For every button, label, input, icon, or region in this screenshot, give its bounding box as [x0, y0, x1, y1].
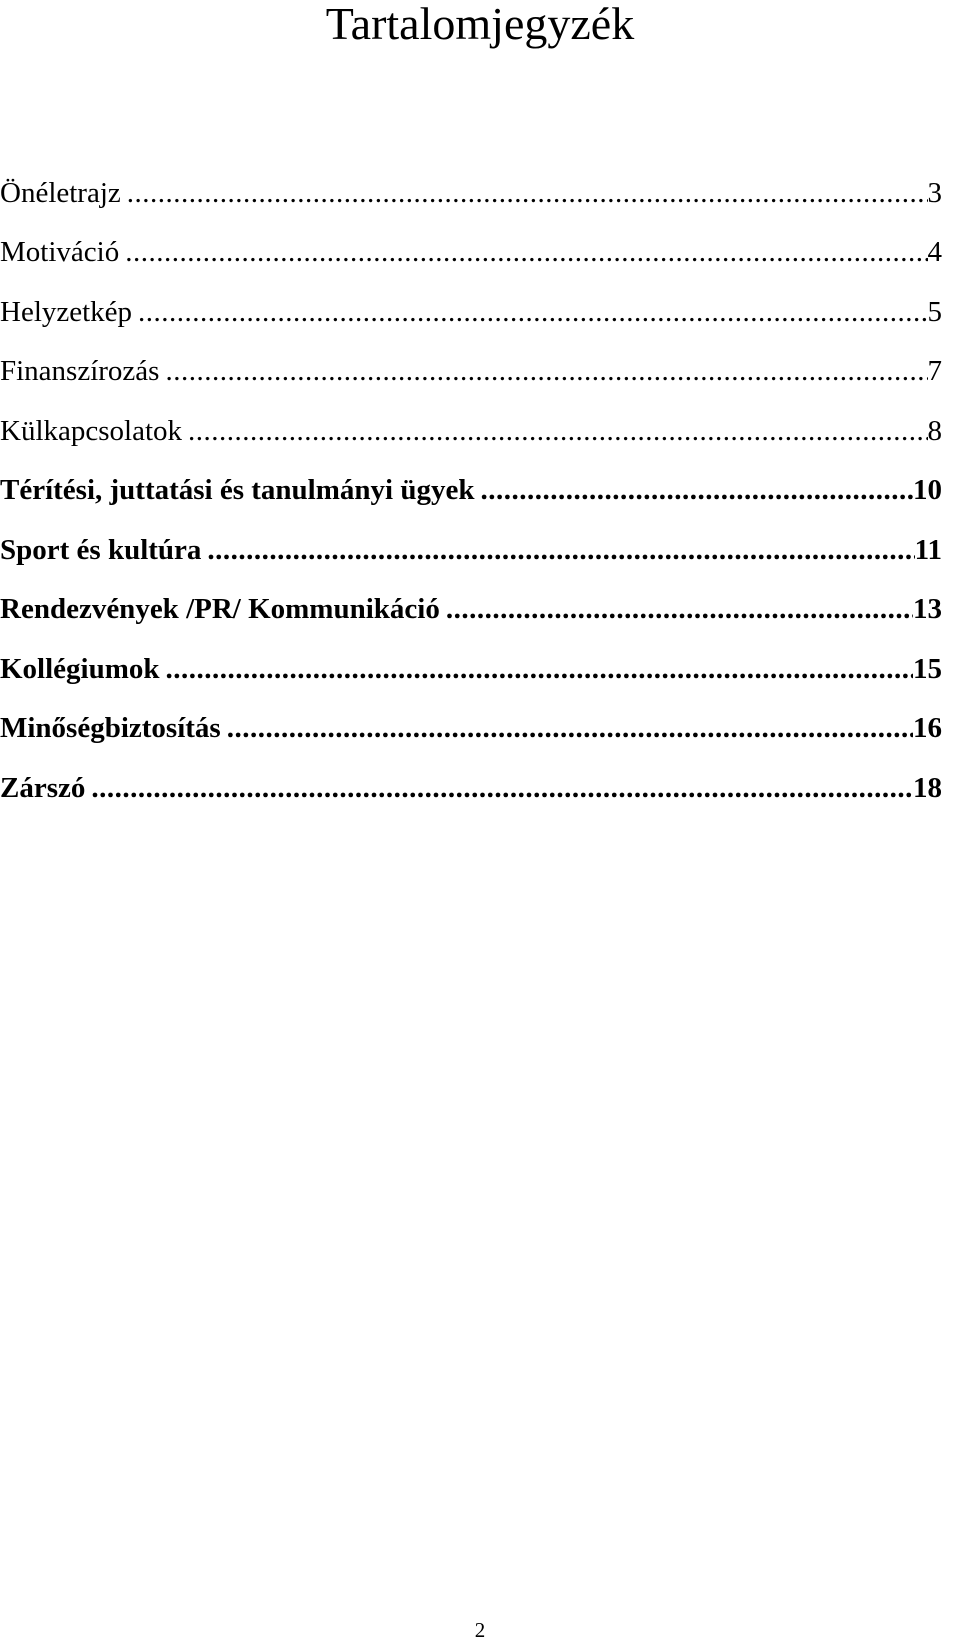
toc-entry-motivacio[interactable]: [0, 212, 942, 272]
toc-entry-page: 4: [928, 233, 943, 271]
toc-entry-title: Zárszó: [0, 769, 91, 807]
toc-entry-zarszo[interactable]: [0, 747, 942, 807]
toc-entry-page: 5: [928, 293, 943, 331]
page-title: Tartalomjegyzék: [325, 0, 635, 49]
toc-entry-page: 15: [913, 650, 942, 688]
toc-leader-dots: [91, 769, 913, 807]
table-of-contents: [0, 152, 942, 807]
toc-entry-title: Minőségbiztosítás: [0, 709, 227, 747]
toc-leader-dots: [166, 650, 913, 688]
toc-leader-dots: [165, 352, 927, 390]
toc-entry-title: Motiváció: [0, 233, 125, 271]
toc-entry-title: Rendezvények /PR/ Kommunikáció: [0, 590, 446, 628]
toc-leader-dots: [125, 233, 927, 271]
toc-entry-sport-es-kultura[interactable]: [0, 509, 942, 569]
toc-entry-page: 7: [928, 352, 943, 390]
toc-entry-title: Külkapcsolatok: [0, 412, 188, 450]
toc-entry-title: Sport és kultúra: [0, 531, 207, 569]
toc-leader-dots: [188, 412, 927, 450]
toc-entry-title: Önéletrajz: [0, 174, 127, 212]
toc-entry-teritesi-juttatasi-tanulmanyi-ugyek[interactable]: [0, 450, 942, 510]
toc-entry-title: Kollégiumok: [0, 650, 166, 688]
toc-leader-dots: [127, 174, 928, 212]
toc-entry-oneletrajz[interactable]: [0, 152, 942, 212]
toc-leader-dots: [138, 293, 927, 331]
toc-entry-helyzetkep[interactable]: [0, 271, 942, 331]
toc-entry-page: 10: [913, 471, 942, 509]
toc-entry-page: 3: [928, 174, 943, 212]
toc-entry-kulkapcsolatok[interactable]: [0, 390, 942, 450]
toc-entry-finanszirozas[interactable]: [0, 331, 942, 391]
toc-entry-page: 13: [913, 590, 942, 628]
toc-entry-page: 18: [913, 769, 942, 807]
toc-entry-title: Helyzetkép: [0, 293, 138, 331]
toc-entry-page: 8: [928, 412, 943, 450]
toc-leader-dots: [446, 590, 913, 628]
toc-entry-page: 16: [913, 709, 942, 747]
toc-leader-dots: [207, 531, 914, 569]
toc-entry-title: Térítési, juttatási és tanulmányi ügyek: [0, 471, 480, 509]
toc-entry-page: 11: [915, 531, 942, 569]
toc-entry-title: Finanszírozás: [0, 352, 165, 390]
toc-leader-dots: [480, 471, 913, 509]
toc-entry-minosegbiztositas[interactable]: [0, 688, 942, 748]
page-number: 2: [474, 1618, 486, 1642]
toc-entry-kollegiumok[interactable]: [0, 628, 942, 688]
toc-leader-dots: [227, 709, 913, 747]
toc-entry-rendezvenyek-pr-kommunikacio[interactable]: [0, 569, 942, 629]
